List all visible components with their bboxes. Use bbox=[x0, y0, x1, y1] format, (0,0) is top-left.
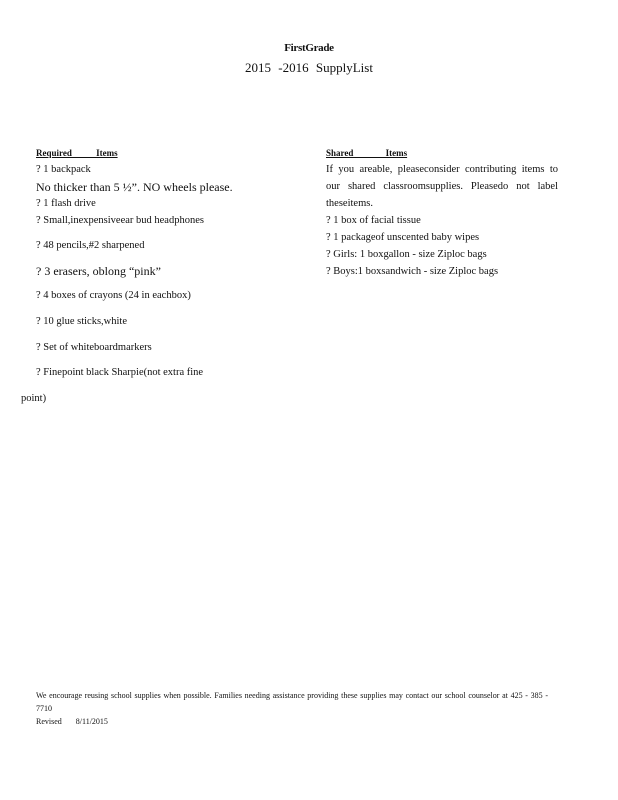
shared-items-column bbox=[326, 148, 566, 277]
list-item: ? 48 pencils,#2 sharpened bbox=[36, 240, 145, 251]
list-item: ? Boys:1 boxsandwich - size Ziploc bags bbox=[326, 266, 499, 277]
list-item: ? Finepoint black Sharpie(not extra fine bbox=[36, 367, 204, 378]
required-items-heading: Required Items bbox=[36, 148, 118, 158]
footer-note: We encourage reusing school supplies when possible. Families needing assistance providing these supplies may contact our school counselor at 425 - 385 - 7710 bbox=[36, 691, 548, 713]
supply-list-year: 2015 -2016 SupplyList bbox=[245, 60, 373, 75]
list-item: ? 1 backpack bbox=[36, 164, 91, 175]
list-item: ? 1 packageof unscented baby wipes bbox=[326, 232, 480, 243]
list-item: ? 3 erasers, oblong “pink” bbox=[36, 264, 161, 278]
list-item: ? Small,inexpensiveear bud headphones bbox=[36, 215, 204, 226]
list-item: ? 10 glue sticks,white bbox=[36, 316, 127, 327]
required-items-column bbox=[21, 148, 281, 404]
list-item: point) bbox=[21, 393, 47, 404]
grade-title: FirstGrade bbox=[284, 42, 334, 54]
shared-items-heading: Shared Items bbox=[326, 148, 408, 158]
list-item: ? 1 box of facial tissue bbox=[326, 215, 421, 226]
list-item: ? Girls: 1 boxgallon - size Ziploc bags bbox=[326, 249, 487, 260]
list-item: ? 4 boxes of crayons (24 in eachbox) bbox=[36, 290, 191, 301]
list-item: No thicker than 5 ½”. NO wheels please. bbox=[36, 180, 233, 194]
list-item: ? 1 flash drive bbox=[36, 198, 96, 209]
shared-items-intro: If you areable, pleaseconsider contributing items to our shared classroomsupplies. Pleasedo not label theseitems. bbox=[326, 164, 558, 209]
list-item: ? Set of whiteboardmarkers bbox=[36, 342, 152, 353]
revised-date: Revised 8/11/2015 bbox=[36, 717, 108, 726]
